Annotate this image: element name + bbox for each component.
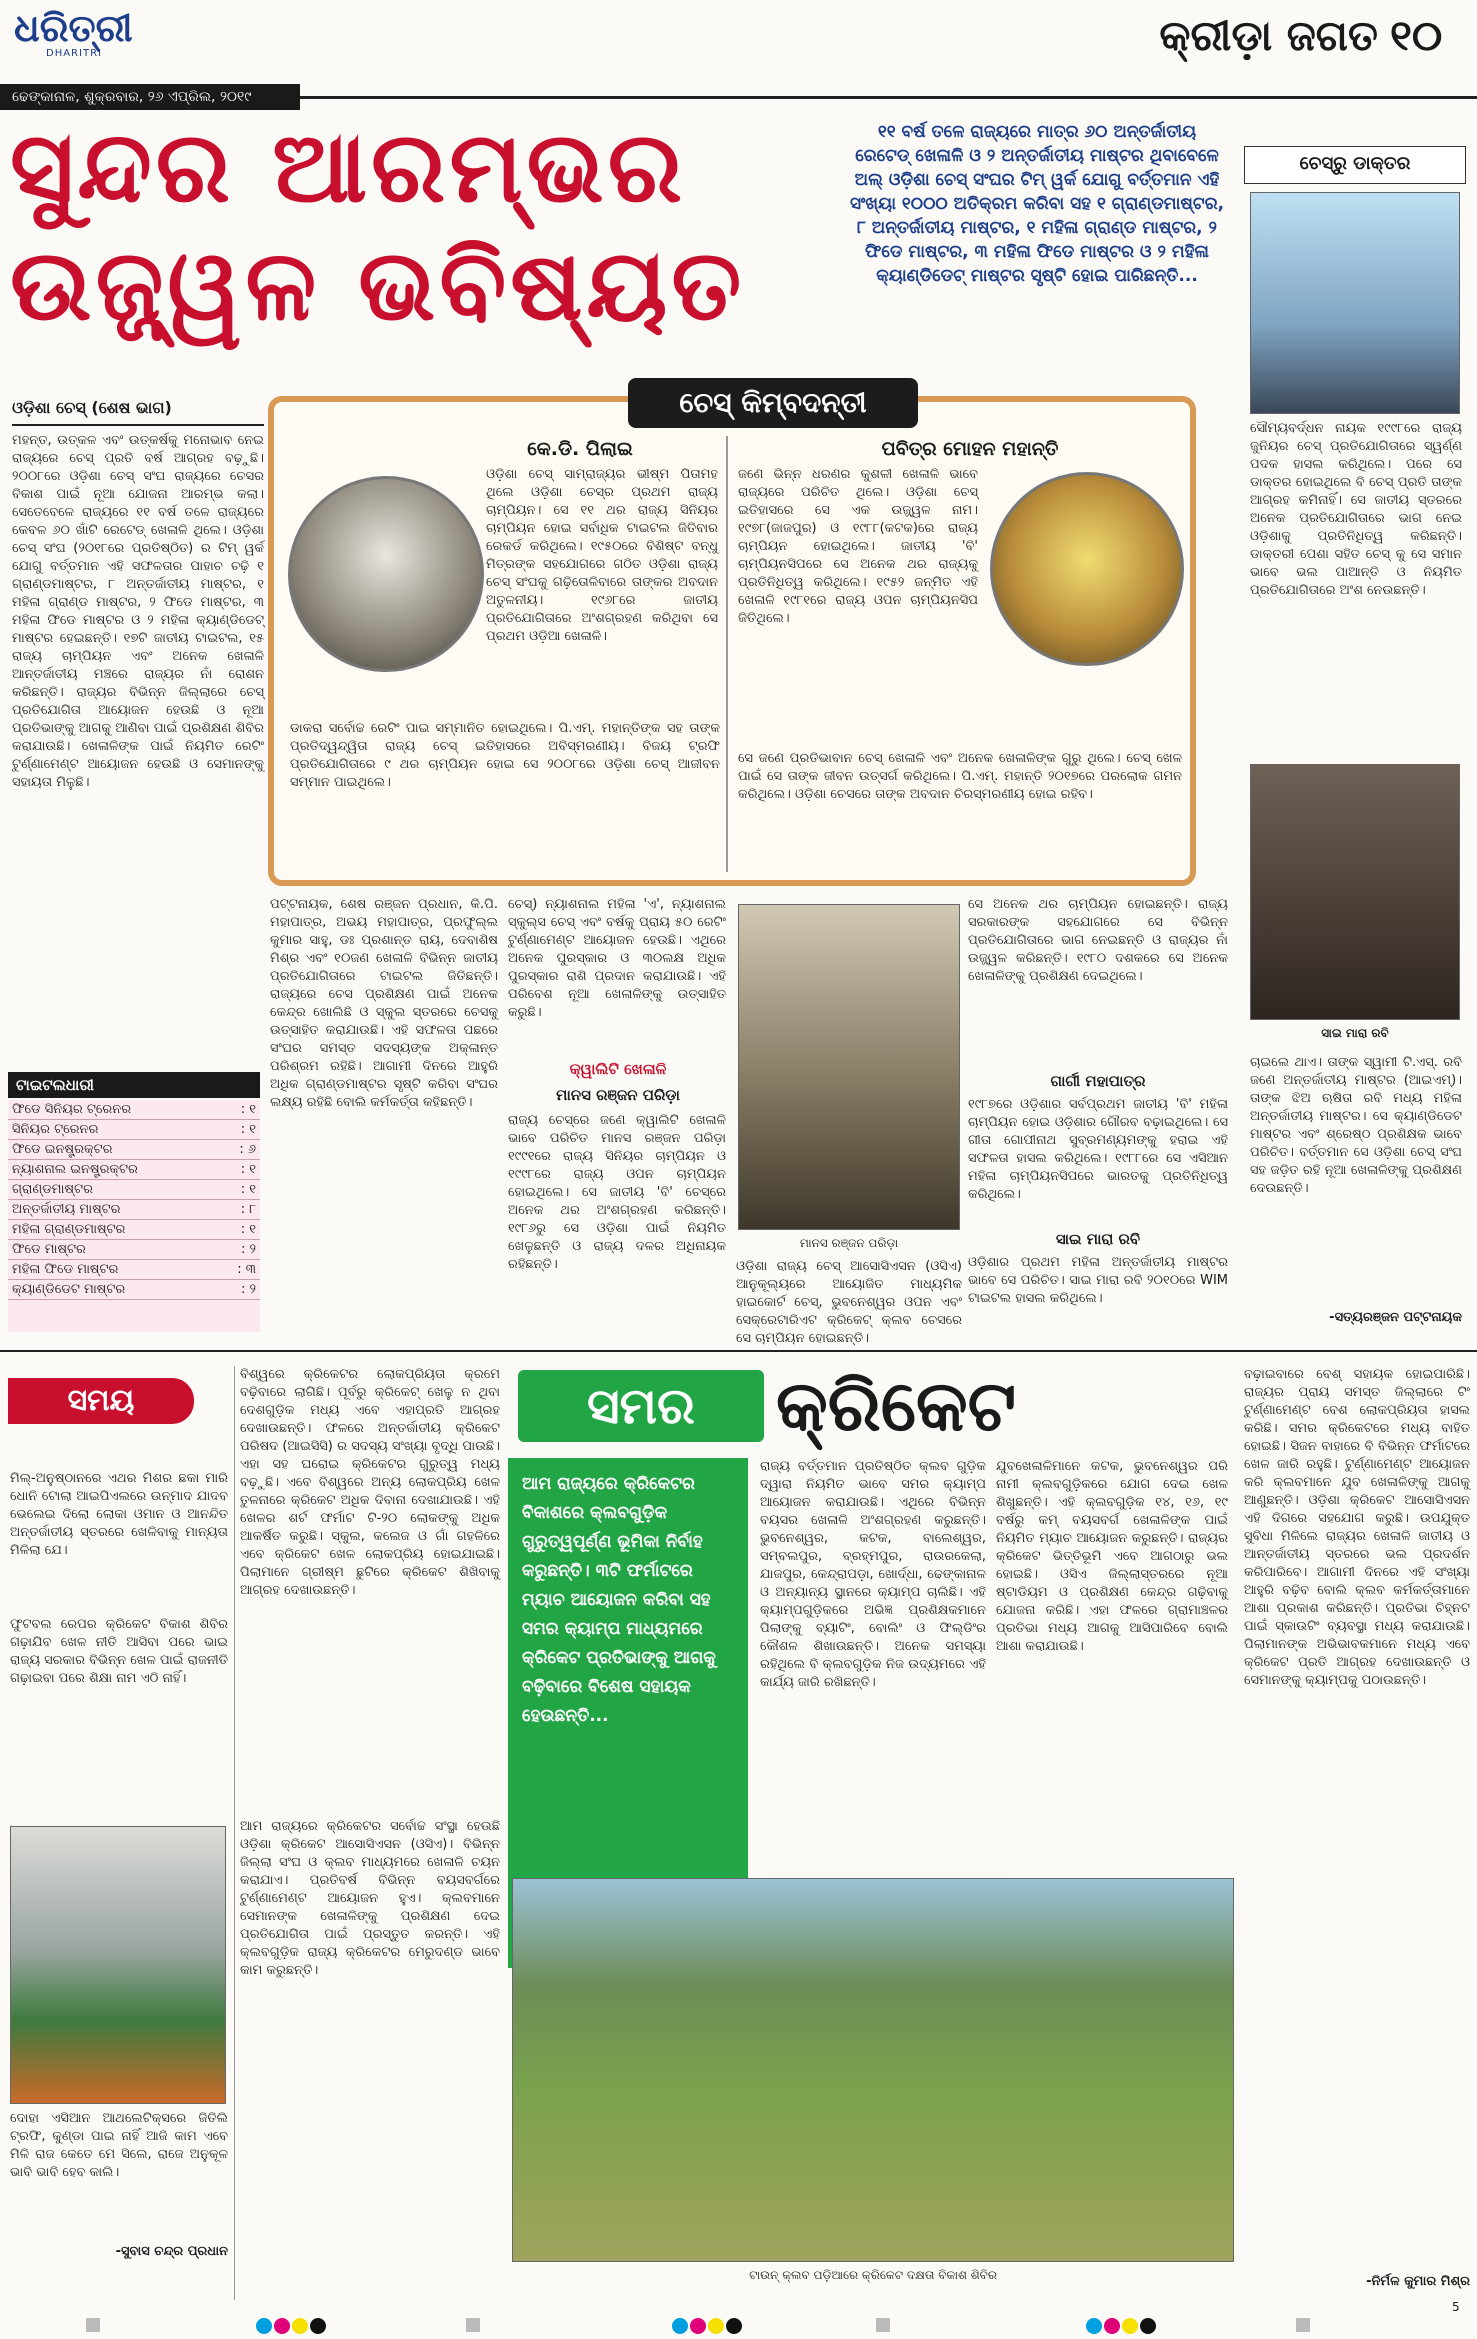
manas-caption: ମାନସ ରଞ୍ଜନ ପରିଡ଼ା (799, 1236, 899, 1250)
kd-pillai-body-2: ଡାକରା ସର୍ବୋଚ୍ଚ ରେଟିଂ ପାଇ ସମ୍ମାନିତ ହୋଇଥିଲେ। ପି.ଏମ୍. ମହାନ୍ତିଙ୍କ ସହ ତାଙ୍କ ପ୍ରତିଦ୍ୱନ୍ଦ୍ୱିତା ରାଜ୍ୟ ଚେସ୍ ଇତିହାସରେ ଅବିସ୍ମରଣୀୟ। ବିଜୟ ଟ୍ରଫି ପ୍ରତିଯୋଗିତାରେ ୯ ଥର ଚାମ୍ପିୟନ ହୋଇ ସେ ୨୦୦୮ରେ ଓଡ଼ିଶା ଚେସ୍ ଆଜୀବନ ସମ୍ମାନ ପାଇଥିଲେ। (290, 721, 720, 790)
title-holders-label: ସିନିୟର ଟ୍ରେନର (12, 1122, 99, 1137)
reg-square (86, 2318, 100, 2332)
title-holders-label: ମହିଳା ଗ୍ରାଣ୍ଡମାଷ୍ଟର (12, 1222, 126, 1237)
title-holders-value: : ୨ (241, 1242, 256, 1257)
title-holders-row (8, 1200, 260, 1220)
lead-body-col3: ଚେସ୍) ନ୍ୟାଶନାଲ ମହିଳା 'ଏ', ନ୍ୟାଶନାଲ ସ୍କୁଲ୍ସ ଚେସ୍ ଏବଂ ବର୍ଷକୁ ପ୍ରାୟ ୫୦ ରେଟିଂ ଟୁର୍ଣ୍ଣାମେଣ୍ଟ ଆୟୋଜନ ହେଉଛି। ଏଥିରେ ଅନେକ ପୁରସ୍କାର ଓ ୩୦ଲକ୍ଷ ଅଧିକ ପୁରସ୍କାର ରାଶି ପ୍ରଦାନ କରାଯାଉଛି। ଏହି ପରିବେଶ ନୂଆ ଖେଳାଳିଙ୍କୁ ଉତ୍ସାହିତ କରୁଛି। (508, 897, 726, 1020)
samaya-divider (234, 1366, 235, 2300)
title-holders-row (8, 1100, 260, 1120)
title-holders-row (8, 1120, 260, 1140)
cricket-col2: ରାଜ୍ୟ ବର୍ତ୍ତମାନ ପ୍ରତିଷ୍ଠିତ କ୍ଲବ ଗୁଡ଼ିକ ଦ୍ୱାରା ନିୟମିତ ଭାବେ ସମର କ୍ୟାମ୍ପ ଆୟୋଜନ କରାଯାଉଛି। ଏଥିରେ ବିଭିନ୍ନ ବୟସର ଖେଳାଳି ଅଂଶଗ୍ରହଣ କରୁଛନ୍ତି। ଭୁବନେଶ୍ୱର, କଟକ, ବାଲେଶ୍ୱର, ସମ୍ବଲପୁର, ବ୍ରହ୍ମପୁର, ରାଉରକେଲା, ଯାଜପୁର, କେନ୍ଦ୍ରାପଡ଼ା, ଖୋର୍ଦ୍ଧା, ଢେଙ୍କାନାଳ ଓ ଅନ୍ୟାନ୍ୟ ସ୍ଥାନରେ କ୍ୟାମ୍ପ ଚାଲିଛି। ଏହି କ୍ୟାମ୍ପଗୁଡ଼ିକରେ ଅଭିଜ୍ଞ ପ୍ରଶିକ୍ଷକମାନେ ପିଲାଙ୍କୁ ବ୍ୟାଟିଂ, ବୋଲିଂ ଓ ଫିଲ୍ଡିଂର କୌଶଳ ଶିଖାଉଛନ୍ତି। ଅନେକ ସମସ୍ୟା ରହିଥିଲେ ବି କ୍ଲବଗୁଡ଼ିକ ନିଜ ଉଦ୍ୟମରେ ଏହି କାର୍ଯ୍ୟ ଜାରି ରଖିଛନ୍ତି। (760, 1459, 986, 1690)
cricket-title (508, 1366, 1238, 1446)
doctor-photo (1250, 192, 1460, 414)
manas-photo (738, 904, 960, 1230)
title-holders-value: : ୧ (240, 1182, 256, 1197)
kd-pillai-photo (288, 476, 484, 672)
lead-deck: ୧୧ ବର୍ଷ ତଳେ ରାଜ୍ୟରେ ମାତ୍ର ୬୦ ଅନ୍ତର୍ଜାତୀୟ ରେଟେଡ୍ ଖେଳାଳି ଓ ୨ ଅନ୍ତର୍ଜାତୀୟ ମାଷ୍ଟର ଥିବାବେଳେ ଅଲ୍ ଓଡ଼ିଶା ଚେସ୍ ସଂଘର ଟିମ୍ ୱର୍କ ଯୋଗୁ ବର୍ତ୍ତମାନ ଏହି ସଂଖ୍ୟା ୧୦୦୦ ଅତିକ୍ରମ କରିବା ସହ ୧ ଗ୍ରାଣ୍ଡମାଷ୍ଟର, ୮ ଅନ୍ତର୍ଜାତୀୟ ମାଷ୍ଟର, ୧ ମହିଳା ଗ୍ରାଣ୍ଡ ମାଷ୍ଟର, ୨ ଫିଡେ ମାଷ୍ଟର, ୩ ମହିଳା ଫିଡେ ମାଷ୍ଟର ଓ ୨ ମହିଳା କ୍ୟାଣ୍ଡିଡେଟ୍ ମାଷ୍ଟର ସୃଷ୍ଟି ହୋଇ ପାରିଛନ୍ତି... (849, 122, 1225, 286)
sai-mara-photo (1250, 764, 1460, 1020)
title-holders-row (8, 1180, 260, 1200)
samaya-body-2: ଫୁଟବଲ ରେପର କ୍ରିକେଟ ବିକାଶ ଶିବିର ଗଢ଼ାଯିବ ଖେଳ ନୀତି ଆସିବା ପରେ ଭାଇ ରାଜ୍ୟ ସରକାର ବିଭିନ୍ନ ଖେଳ ପାଇଁ ରାଜନୀତି ଗଢ଼ାଇବା ପରେ ଶିକ୍ଷା ନାମ ଏଠି ନାହିଁ। (10, 1617, 228, 1686)
doctor-body: ସୌମ୍ୟବର୍ଦ୍ଧନ ନାୟକ ୧୯୯୮ରେ ରାଜ୍ୟ ଜୁନିୟର ଚେସ୍ ପ୍ରତିଯୋଗିତାରେ ସ୍ୱର୍ଣ୍ଣ ପଦକ ହାସଲ କରିଥିଲେ। ପରେ ସେ ଡାକ୍ତର ହୋଇଥିଲେ ବି ଚେସ୍ ପ୍ରତି ତାଙ୍କ ଆଗ୍ରହ କମିନାହିଁ। ସେ ଜାତୀୟ ସ୍ତରରେ ଅନେକ ପ୍ରତିଯୋଗିତାରେ ଭାଗ ନେଇ ଓଡ଼ିଶାକୁ ପ୍ରତିନିଧିତ୍ୱ କରିଛନ୍ତି। ଡାକ୍ତରୀ ପେଶା ସହିତ ଚେସ୍ କୁ ସେ ସମାନ ଭାବେ ଭଲ ପାଆନ୍ତି ଓ ନିୟମିତ ପ୍ରତିଯୋଗିତାରେ ଅଂଶ ନେଉଛନ୍ତି। (1250, 421, 1462, 598)
reg-square (1296, 2318, 1310, 2332)
quality-name: ମାନସ ରଞ୍ଜନ ପରିଡ଼ା (556, 1086, 680, 1104)
sai-mara-body: ଚାଇଲେ ଥାଏ। ତାଙ୍କ ସ୍ୱାମୀ ଟି.ଏସ୍. ରବି ଜଣେ ଅନ୍ତର୍ଜାତୀୟ ମାଷ୍ଟର (ଆଇଏମ୍)। ତାଙ୍କ ଝିଅ ଋଷିତା ରବି ମଧ୍ୟ ମହିଳା ଅନ୍ତର୍ଜାତୀୟ ମାଷ୍ଟର। ସେ କ୍ୟାଣ୍ଡିଡେଟ ମାଷ୍ଟର ଏବଂ ଶ୍ରେଷ୍ଠ ପ୍ରଶିକ୍ଷକ ଭାବେ ପରିଚିତ। ବର୍ତ୍ତମାନ ସେ ଓଡ଼ିଶା ଚେସ୍ ସଂଘ ସହ ଜଡ଼ିତ ରହି ନୂଆ ଖେଳାଳିଙ୍କୁ ପ୍ରଶିକ୍ଷଣ ଦେଉଛନ୍ତି। (1250, 1055, 1462, 1196)
print-registration-marks (86, 2318, 1386, 2336)
headline-line-1: ସୁନ୍ଦର ଆରମ୍ଭର (10, 111, 687, 225)
kicker-rule (12, 424, 264, 426)
reg-dots (1086, 2318, 1158, 2338)
cricket-title-b: କ୍ରିକେଟ (776, 1365, 1017, 1447)
section-title: କ୍ରୀଡ଼ା ଜଗତ (1159, 11, 1378, 60)
page-marker: 5 (1452, 2300, 1460, 2314)
title-holders-heading: ଟାଇଟଲଧାରୀ (8, 1072, 260, 1098)
samaya-byline: -ସୁବାସ ଚନ୍ଦ୍ର ପ୍ରଧାନ (115, 2244, 228, 2259)
sai-mara-body-2: ଓଡ଼ିଶାର ପ୍ରଥମ ମହିଳା ଅନ୍ତର୍ଜାତୀୟ ମାଷ୍ଟର ଭାବେ ସେ ପରିଚିତ। ସାଇ ମାରା ରବି ୨୦୧୦ରେ WIM ଟାଇଟଲ ହାସଲ କରିଥିଲେ। (968, 1255, 1228, 1306)
title-holders-value: : ୨ (241, 1282, 256, 1297)
title-holders-value: : ୧ (240, 1222, 256, 1237)
chess-legends-title: ଚେସ୍ କିମ୍ବଦନ୍ତୀ (628, 378, 918, 428)
cricket-pull-quote: ଆମ ରାଜ୍ୟରେ କ୍ରିକେଟର ବିକାଶରେ କ୍ଲବଗୁଡ଼ିକ ଗୁରୁତ୍ୱପୂର୍ଣ୍ଣ ଭୂମିକା ନିର୍ବାହ କରୁଛନ୍ତି। ୩ଟି ଫର୍ମାଟରେ ମ୍ୟାଚ ଆୟୋଜନ କରିବା ସହ ସମର କ୍ୟାମ୍ପ ମାଧ୍ୟମରେ କ୍ରିକେଟ ପ୍ରତିଭାଙ୍କୁ ଆଗକୁ ବଢ଼ିବାରେ ବିଶେଷ ସହାୟକ ହେଉଛନ୍ତି... (522, 1474, 716, 1726)
pm-mohanty-body-2: ସେ ଜଣେ ପ୍ରତିଭାବାନ ଚେସ୍ ଖେଳାଳି ଏବଂ ଅନେକ ଖେଳାଳିଙ୍କ ଗୁରୁ ଥିଲେ। ଚେସ୍ ଖେଳ ପାଇଁ ସେ ତାଙ୍କ ଜୀବନ ଉତ୍ସର୍ଗ କରିଥିଲେ। ପି.ଏମ୍. ମହାନ୍ତି ୨୦୧୭ରେ ପରଲୋକ ଗମନ କରିଥିଲେ। ଓଡ଼ିଶା ଚେସରେ ତାଙ୍କ ଅବଦାନ ଚିରସ୍ମରଣୀୟ ହୋଇ ରହିବ। (738, 751, 1182, 802)
quality-body-2: ଓଡ଼ିଶା ରାଜ୍ୟ ଚେସ୍ ଆସୋସିଏସନ (ଓସିଏ) ଆନୁକୂଲ୍ୟରେ ଆୟୋଜିତ ମାଧ୍ୟମିକ ହାଇକୋର୍ଟ ଚେସ୍, ଭୁବନେଶ୍ୱର ଓପନ ଏବଂ ସେକ୍ରେଟାରିଏଟ କ୍ରିକେଟ୍ କ୍ଲବ ଚେସରେ ସେ ଚାମ୍ପିୟନ ହୋଇଛନ୍ତି। (736, 1259, 962, 1346)
chess-byline: -ସତ୍ୟରଞ୍ଜନ ପଟ୍ଟନାୟକ (1329, 1310, 1462, 1325)
samaya-caption: ଦୋହା ଏସିଆନ ଆଥଲେଟିକ୍ସରେ ଜିତିଲି ଟ୍ରଫି, କୁଣ୍ଡା ପାଇ ନାହିଁ ଆଜି କାମ ଏବେ ମିଳି ରାଜ କେତେ ମେ ସିଲେ, ରାଜେ ଅନୁକୂଳ ଭାବି ଭାବି ହେବ କାଲି। (10, 2111, 228, 2180)
headline-line-2: ଉଜ୍ଜ୍ୱଳ ଭବିଷ୍ୟତ (10, 229, 746, 343)
pm-mohanty-photo (990, 472, 1184, 666)
title-holders-label: ଅନ୍ତର୍ଜାତୀୟ ମାଷ୍ଟର (12, 1202, 121, 1217)
pm-mohanty-name: ପବିତ୍ର ମୋହନ ମହାନ୍ତି (881, 438, 1059, 460)
title-holders-row (8, 1280, 260, 1300)
title-holders-row (8, 1220, 260, 1240)
cricket-col1b: ଆମ ରାଜ୍ୟରେ କ୍ରିକେଟର ସର୍ବୋଚ୍ଚ ସଂସ୍ଥା ହେଉଛି ଓଡ଼ିଶା କ୍ରିକେଟ ଆସୋସିଏସନ (ଓସିଏ)। ବିଭିନ୍ନ ଜିଲ୍ଲା ସଂଘ ଓ କ୍ଲବ ମାଧ୍ୟମରେ ଖେଳାଳି ଚୟନ କରାଯାଏ। ପ୍ରତିବର୍ଷ ବିଭିନ୍ନ ବୟସବର୍ଗରେ ଟୁର୍ଣ୍ଣାମେଣ୍ଟ ଆୟୋଜନ ହୁଏ। କ୍ଲବମାନେ ସେମାନଙ୍କ ଖେଳାଳିଙ୍କୁ ପ୍ରଶିକ୍ଷଣ ଦେଇ ପ୍ରତିଯୋଗିତା ପାଇଁ ପ୍ରସ୍ତୁତ କରନ୍ତି। ଏହି କ୍ଲବଗୁଡ଼ିକ ରାଜ୍ୟ କ୍ରିକେଟର ମେରୁଦଣ୍ଡ ଭାବେ କାମ କରୁଛନ୍ତି। (240, 1819, 500, 1978)
title-holders-value: : ୧ (240, 1162, 256, 1177)
page-number: ୧୦ (1390, 11, 1443, 60)
pm-mohanty-body: ଜଣେ ଭିନ୍ନ ଧରଣର କୁଶଳୀ ଖେଳାଳି ଭାବେ ରାଜ୍ୟରେ ପରିଚିତ ଥିଲେ। ଓଡ଼ିଶା ଚେସ୍ ଇତିହାସରେ ସେ ଏକ ଉଜ୍ଜ୍ୱଳ ନାମ। ୧୯୭୮(ଜାଜପୁର) ଓ ୧୯୮୮(କଟକ)ରେ ରାଜ୍ୟ ଚାମ୍ପିୟନ ହୋଇଥିଲେ। ଜାତୀୟ 'ବି' ଚାମ୍ପିୟନସିପରେ ସେ ଅନେକ ଥର ରାଜ୍ୟକୁ ପ୍ରତିନିଧିତ୍ୱ କରିଥିଲେ। ୧୯୫୨ ଜନ୍ମିତ ଏହି ଖେଳାଳି ୧୯୮୧ରେ ରାଜ୍ୟ ଓପନ ଚାମ୍ପିୟନସିପ ଜିତିଥିଲେ। (738, 467, 978, 626)
reg-dots (672, 2318, 744, 2338)
masthead-logo-sub: DHARITRI (46, 48, 102, 59)
section-divider (0, 1350, 1477, 1352)
title-holders-label: ଫିଡେ ସିନିୟର ଟ୍ରେନର (12, 1102, 132, 1117)
title-holders-row (8, 1240, 260, 1260)
quality-label: କ୍ୱାଲିଟି ଖେଳାଳି (569, 1060, 667, 1078)
reg-square (466, 2318, 480, 2332)
lead-body-cont: ପଟ୍ଟନାୟକ, ଶେଷ ରଞ୍ଜନ ପ୍ରଧାନ, କି.ପି. ମହାପାତ୍ର, ଅଭୟ ମହାପାତ୍ର, ପ୍ରଫୁଲ୍ଲ କୁମାର ସାହୁ, ଡଃ ପ୍ରଶାନ୍ତ ରାୟ, ଦେବାଶିଷ ମିଶ୍ର ଏବଂ ୧୦ଜଣ ଖେଳାଳି ବିଭିନ୍ନ ଜାତୀୟ ପ୍ରତିଯୋଗିତାରେ ଟାଇଟଲ ଜିତିଛନ୍ତି। ରାଜ୍ୟରେ ଚେସ ପ୍ରଶିକ୍ଷଣ ପାଇଁ ଅନେକ କେନ୍ଦ୍ର ଖୋଲିଛି ଓ ସ୍କୁଲ ସ୍ତରରେ ଚେସକୁ ଉତ୍ସାହିତ କରାଯାଉଛି। ଏହି ସଫଳତା ପଛରେ ସଂଘର ସମସ୍ତ ସଦସ୍ୟଙ୍କ ଅକ୍ଳାନ୍ତ ପରିଶ୍ରମ ରହିଛି। ଆଗାମୀ ଦିନରେ ଆହୁରି ଅଧିକ ଗ୍ରାଣ୍ଡମାଷ୍ଟର ସୃଷ୍ଟି କରିବା ସଂଘର ଲକ୍ଷ୍ୟ ରହିଛି ବୋଲି କର୍ମକର୍ତ୍ତା କହିଛନ୍ତି। (270, 897, 498, 1110)
samaya-label: ସମୟ (8, 1378, 194, 1424)
legends-divider (726, 436, 728, 872)
cricket-col4: ବଢ଼ାଇବାରେ ବେଶ୍ ସହାୟକ ହୋଇପାରିଛି। ରାଜ୍ୟର ପ୍ରାୟ ସମସ୍ତ ଜିଲ୍ଲାରେ ଟିଂ ଟୁର୍ଣ୍ଣାମେଣ୍ଟ ବେଶ ଲୋକପ୍ରିୟତା ହାସଲ କରିଛି। ସମର କ୍ରିକେଟରେ ମଧ୍ୟ ବାହିତ ହୋଇଛି। ସିଜନ ବାହାରେ ବି ବିଭିନ୍ନ ଫର୍ମାଟରେ ଖେଳ ଜାରି ରହୁଛି। ଟୁର୍ଣ୍ଣାମେଣ୍ଟ ଆୟୋଜନ କରି କ୍ଲବମାନେ ଯୁବ ଖେଳାଳିଙ୍କୁ ଆଗକୁ ଆଣୁଛନ୍ତି। ଓଡ଼ିଶା କ୍ରିକେଟ ଆସୋସିଏସନ ଏହି ଦିଗରେ ସହଯୋଗ କରୁଛି। ଉପଯୁକ୍ତ ସୁବିଧା ମିଳିଲେ ରାଜ୍ୟର ଖେଳାଳି ଜାତୀୟ ଓ ଆନ୍ତର୍ଜାତୀୟ ସ୍ତରରେ ଭଲ ପ୍ରଦର୍ଶନ କରିପାରିବେ। ଆଗାମୀ ଦିନରେ ଏହି ସଂଖ୍ୟା ଆହୁରି ବଢ଼ିବ ବୋଲି କ୍ଲବ କର୍ମକର୍ତ୍ତାମାନେ ଆଶା ପ୍ରକାଶ କରିଛନ୍ତି। ପ୍ରତିଭା ଚିହ୍ନଟ ପାଇଁ ସ୍କାଉଟିଂ ବ୍ୟବସ୍ଥା ମଧ୍ୟ କରାଯାଉଛି। ପିଲାମାନଙ୍କ ଅଭିଭାବକମାନେ ମଧ୍ୟ ଏବେ କ୍ରିକେଟ ପ୍ରତି ଆଗ୍ରହ ଦେଖାଉଛନ୍ତି ଓ ସେମାନଙ୍କୁ କ୍ୟାମ୍ପକୁ ପଠାଉଛନ୍ତି। (1244, 1367, 1470, 1688)
title-holders-value: : ୧ (240, 1122, 256, 1137)
lead-body: ମହନ୍ତ, ଉତ୍କଳ ଏବଂ ଉତ୍କର୍ଷକୁ ମନୋଭାବ ନେଇ ରାଜ୍ୟରେ ଚେସ୍ ପ୍ରତି ବର୍ଷ ଆଗ୍ରହ ବଢ଼ୁଛି। ୨୦୦୮ରେ ଓଡ଼ିଶା ଚେସ୍ ସଂଘ ରାଜ୍ୟରେ ଚେସର ବିକାଶ ପାଇଁ ନୂଆ ଯୋଜନା ଆରମ୍ଭ କଲା। ସେତେବେଳେ ରାଜ୍ୟରେ ୧୧ ବର୍ଷ ତଳେ ରାଜ୍ୟରେ କେବଳ ୬୦ ଖାଁଟି ରେଟେଡ୍ ଖେଳାଳି ଥିଲେ। ଓଡ଼ିଶା ଚେସ୍ ସଂଘ (୨୦୧୮ରେ ପ୍ରତିଷ୍ଠିତ) ର ଟିମ୍ ୱର୍କ ଯୋଗୁ ବର୍ତ୍ତମାନ ଏହି ସଫଳତାର ପାହାଚ ଚଢ଼ି ୧ ଗ୍ରାଣ୍ଡମାଷ୍ଟର, ୮ ଅନ୍ତର୍ଜାତୀୟ ମାଷ୍ଟର, ୧ ମହିଳା ଗ୍ରାଣ୍ଡ ମାଷ୍ଟର, ୨ ଫିଡେ ମାଷ୍ଟର, ୩ ମହିଳା ଫିଡେ ମାଷ୍ଟର ଓ ୨ ମହିଳା କ୍ୟାଣ୍ଡିଡେଟ୍ ମାଷ୍ଟର ହେଇଛନ୍ତି। ୧୭ଟି ଜାତୀୟ ଟାଇଟଲ, ୧୫ ରାଜ୍ୟ ଚାମ୍ପିୟନ ଏବଂ ଅନେକ ଖେଳାଳି ଆନ୍ତର୍ଜାତୀୟ ମଞ୍ଚରେ ରାଜ୍ୟର ନାଁ ରୋଶନ କରିଛନ୍ତି। ରାଜ୍ୟର ବିଭିନ୍ନ ଜିଲ୍ଲାରେ ଚେସ୍ ପ୍ରତିଯୋଗିତା ଆୟୋଜନ ହେଉଛି ଓ ନୂଆ ପ୍ରତିଭାଙ୍କୁ ଆଗକୁ ଆଣିବା ପାଇଁ ପ୍ରଶିକ୍ଷଣ ଶିବିର କରାଯାଉଛି। ଖେଳାଳିଙ୍କ ପାଇଁ ନିୟମିତ ରେଟିଂ ଟୁର୍ଣ୍ଣାମେଣ୍ଟ ଆୟୋଜନ ହେଉଛି ଓ ସେମାନଙ୍କୁ ସହାୟତା ମିଳୁଛି। (12, 433, 264, 790)
title-holders-value: : ୩ (237, 1262, 256, 1277)
cricket-photo-caption: ଟାଉନ୍ କ୍ଲବ ପଡ଼ିଆରେ କ୍ରିକେଟ ଦକ୍ଷତା ବିକାଶ ଶିବିର (749, 2268, 997, 2282)
sai-mara-name: ସାଇ ମାରା ରବି (1055, 1230, 1141, 1248)
lead-kicker: ଓଡ଼ିଶା ଚେସ୍ (ଶେଷ ଭାଗ) (12, 398, 172, 417)
title-holders-label: ମହିଳା ଫିଡେ ମାଷ୍ଟର (12, 1262, 119, 1277)
title-holders-label: ଫିଡେ ମାଷ୍ଟର (12, 1242, 86, 1257)
title-holders-label: ନ୍ୟାଶନାଲ ଇନଷ୍ଟ୍ରକ୍ଟର (12, 1162, 138, 1177)
title-holders-label: ଗ୍ରାଣ୍ଡମାଷ୍ଟର (12, 1182, 93, 1197)
chess-doctor-title: ଚେସ୍ରୁ ଡାକ୍ତର (1244, 146, 1466, 184)
title-holders-row (8, 1260, 260, 1280)
title-holders-row (8, 1140, 260, 1160)
reg-dots (256, 2318, 328, 2338)
lead-body-col4: ସେ ଅନେକ ଥର ଚାମ୍ପିୟନ ହୋଇଛନ୍ତି। ରାଜ୍ୟ ସରକାରଙ୍କ ସହଯୋଗରେ ସେ ବିଭିନ୍ନ ପ୍ରତିଯୋଗିତାରେ ଭାଗ ନେଇଛନ୍ତି ଓ ରାଜ୍ୟର ନାଁ ଉଜ୍ଜ୍ୱଳ କରିଛନ୍ତି। ୧୯୮୦ ଦଶକରେ ସେ ଅନେକ ଖେଳାଳିଙ୍କୁ ପ୍ରଶିକ୍ଷଣ ଦେଇଥିଲେ। (968, 897, 1228, 984)
gargi-name: ଗାର୍ଗୀ ମହାପାତ୍ର (1050, 1072, 1146, 1090)
sai-mara-caption: ସାଇ ମାରା ରବି (1321, 1026, 1389, 1040)
title-holders-table (8, 1100, 260, 1332)
athlete-photo (10, 1826, 226, 2104)
title-holders-row (8, 1160, 260, 1180)
kd-pillai-name: କେ.ଡି. ପିଲାଇ (527, 438, 633, 460)
cricket-col3: ଯୁବଖେଳାଳିମାନେ କଟକ, ଭୁବନେଶ୍ୱର ପରି ନାମୀ କ୍ଲବଗୁଡ଼ିକରେ ଯୋଗ ଦେଇ ଖେଳ ଶିଖୁଛନ୍ତି। ଏହି କ୍ଲବଗୁଡ଼ିକ ୧୪, ୧୬, ୧୯ ବର୍ଷରୁ କମ୍ ବୟସବର୍ଗ ଖେଳାଳିଙ୍କ ପାଇଁ ନିୟମିତ ମ୍ୟାଚ ଆୟୋଜନ କରୁଛନ୍ତି। ରାଜ୍ୟର କ୍ରିକେଟ ଭିତ୍ତିଭୂମି ଏବେ ଆଗଠାରୁ ଭଲ ହୋଇଛି। ଓସିଏ ଜିଲ୍ଲାସ୍ତରରେ ନୂଆ ଷ୍ଟାଡିୟମ ଓ ପ୍ରଶିକ୍ଷଣ କେନ୍ଦ୍ର ଗଢ଼ିବାକୁ ଯୋଜନା କରିଛି। ଏହା ଫଳରେ ଗ୍ରାମାଞ୍ଚଳର ପ୍ରତିଭା ମଧ୍ୟ ଆଗକୁ ଆସିପାରିବେ ବୋଲି ଆଶା କରାଯାଉଛି। (996, 1459, 1228, 1654)
cricket-camp-photo (512, 1878, 1234, 2262)
gargi-body: ୧୯୮୭ରେ ଓଡ଼ିଶାର ସର୍ବପ୍ରଥମ ଜାତୀୟ 'ବି' ମହିଳା ଚାମ୍ପିୟନ ହୋଇ ଓଡ଼ିଶାର ଗୌରବ ବଢ଼ାଇଥିଲେ। ସେ ଗୀତା ଗୋପୀନାଥ ସୁବ୍ରମଣ୍ୟମଙ୍କୁ ହରାଇ ଏହି ସଫଳତା ହାସଲ କରିଥିଲେ। ୧୯୮୮ରେ ସେ ଏସିଆନ ମହିଳା ଚାମ୍ପିୟନସିପରେ ଭାରତକୁ ପ୍ରତିନିଧିତ୍ୱ କରିଥିଲେ। (968, 1097, 1228, 1202)
cricket-title-a: ସମର (518, 1370, 764, 1442)
reg-square (876, 2318, 890, 2332)
masthead-rule (300, 96, 1477, 99)
title-holders-label: କ୍ୟାଣ୍ଡିଡେଟ ମାଷ୍ଟର (12, 1282, 126, 1297)
cricket-byline: -ନିର୍ମଳ କୁମାର ମିଶ୍ର (1366, 2274, 1470, 2289)
masthead-logo: ଧରିତ୍ରୀ (14, 5, 133, 50)
samaya-body: ମିଲ୍-ଅନୁଷ୍ଠାନରେ ଏଥର ମିଶର ଛକା ମାରି ଧୋନି ଟୋଲା ଆଇପିଏଲରେ ଉନ୍ମାଦ ଯାଦବ ଭେଲେଇ ଦିଲୋ ଲୋକା ଓମାନ ଓ ଆନନ୍ଦିତ ଅନ୍ତର୍ଜାତୀୟ ସ୍ତରରେ ଖେଳିବାକୁ ମାନ୍ୟତା ମିଳିଲା ଯେ। (10, 1471, 228, 1558)
quality-body: ରାଜ୍ୟ ଚେସ୍ରେ ଜଣେ କ୍ୱାଲିଟି ଖେଳାଳି ଭାବେ ପରିଚିତ ମାନସ ରଞ୍ଜନ ପରିଡ଼ା ୧୯୯୧ରେ ରାଜ୍ୟ ସିନିୟର ଚାମ୍ପିୟନ ଓ ୧୯୯୮ରେ ରାଜ୍ୟ ଓପନ ଚାମ୍ପିୟନ ହୋଇଥିଲେ। ସେ ଜାତୀୟ 'ବି' ଚେସ୍ରେ ଅନେକ ଥର ଅଂଶଗ୍ରହଣ କରିଛନ୍ତି। ୧୯୮୬ରୁ ସେ ଓଡ଼ିଶା ପାଇଁ ନିୟମିତ ଖେଳୁଛନ୍ତି ଓ ରାଜ୍ୟ ଦଳର ଅଧିନାୟକ ରହିଛନ୍ତି। (508, 1113, 726, 1272)
title-holders-label: ଫିଡେ ଇନଷ୍ଟ୍ରକ୍ଟର (12, 1142, 113, 1157)
dateline: ଢେଙ୍କାନାଳ, ଶୁକ୍ରବାର, ୨୬ ଏପ୍ରିଲ, ୨୦୧୯ (0, 84, 300, 110)
title-holders-value: : ୧ (240, 1102, 256, 1117)
title-holders-value: : ୮ (240, 1202, 256, 1217)
cricket-col1: ବିଶ୍ୱରେ କ୍ରିକେଟର ଲୋକପ୍ରିୟତା କ୍ରମେ ବଢ଼ିବାରେ ଲାଗିଛି। ପୂର୍ବରୁ କ୍ରିକେଟ୍ ଖେଳୁ ନ ଥିବା ଦେଶଗୁଡ଼ିକ ମଧ୍ୟ ଏବେ ଏହାପ୍ରତି ଆଗ୍ରହ ଦେଖାଉଛନ୍ତି। ଫଳରେ ଅନ୍ତର୍ଜାତୀୟ କ୍ରିକେଟ ପରିଷଦ (ଆଇସିସି) ର ସଦସ୍ୟ ସଂଖ୍ୟା ବୃଦ୍ଧି ପାଉଛି। ଏହା ସହ ଘରୋଇ କ୍ରିକେଟର ଗୁରୁତ୍ୱ ମଧ୍ୟ ବଢ଼ୁଛି। ଏବେ ବିଶ୍ୱରେ ଅନ୍ୟ ଲୋକପ୍ରିୟ ଖେଳ ତୁଳନାରେ କ୍ରିକେଟ ଅଧିକ ଦିବାନା ଦେଖାଯାଉଛି। ଏହି ଖେଳର ଶର୍ଟ ଫର୍ମାଟ ଟି-୨୦ ଲୋକଙ୍କୁ ଅଧିକ ଆକର୍ଷିତ କରୁଛି। ସ୍କୁଲ, କଲେଜ ଓ ଗାଁ ଗହଳିରେ ଏବେ କ୍ରିକେଟ ଖେଳ ଲୋକପ୍ରିୟ ହୋଇଯାଇଛି। ପିଲାମାନେ ଗ୍ରୀଷ୍ମ ଛୁଟିରେ କ୍ରିକେଟ ଶିଖିବାକୁ ଆଗ୍ରହ ଦେଖାଉଛନ୍ତି। (240, 1367, 500, 1598)
title-holders-value: : ୬ (239, 1142, 256, 1157)
kd-pillai-body: ଓଡ଼ିଶା ଚେସ୍ ସାମ୍ରାଜ୍ୟର ଭୀଷ୍ମ ପିତାମହ ଥିଲେ ଓଡ଼ିଶା ଚେସ୍ର ପ୍ରଥମ ରାଜ୍ୟ ଚାମ୍ପିୟନ। ସେ ୧୧ ଥର ରାଜ୍ୟ ସିନିୟର ଚାମ୍ପିୟନ ହୋଇ ସର୍ବାଧିକ ଟାଇଟଲ ଜିତିବାର ରେକର୍ଡ କରିଥିଲେ। ୧୯୫୦ରେ ବିଶିଷ୍ଟ ବନ୍ଧୁ ମିତ୍ରଙ୍କ ସହଯୋଗରେ ଗଠିତ ଓଡ଼ିଶା ରାଜ୍ୟ ଚେସ୍ ସଂଘକୁ ଗଢ଼ିତୋଳିବାରେ ତାଙ୍କର ଅବଦାନ ଅତୁଳନୀୟ। ୧୯୬୮ରେ ଜାତୀୟ ପ୍ରତିଯୋଗିତାରେ ଅଂଶଗ୍ରହଣ କରିଥିବା ସେ ପ୍ରଥମ ଓଡ଼ିଆ ଖେଳାଳି। (486, 467, 718, 644)
